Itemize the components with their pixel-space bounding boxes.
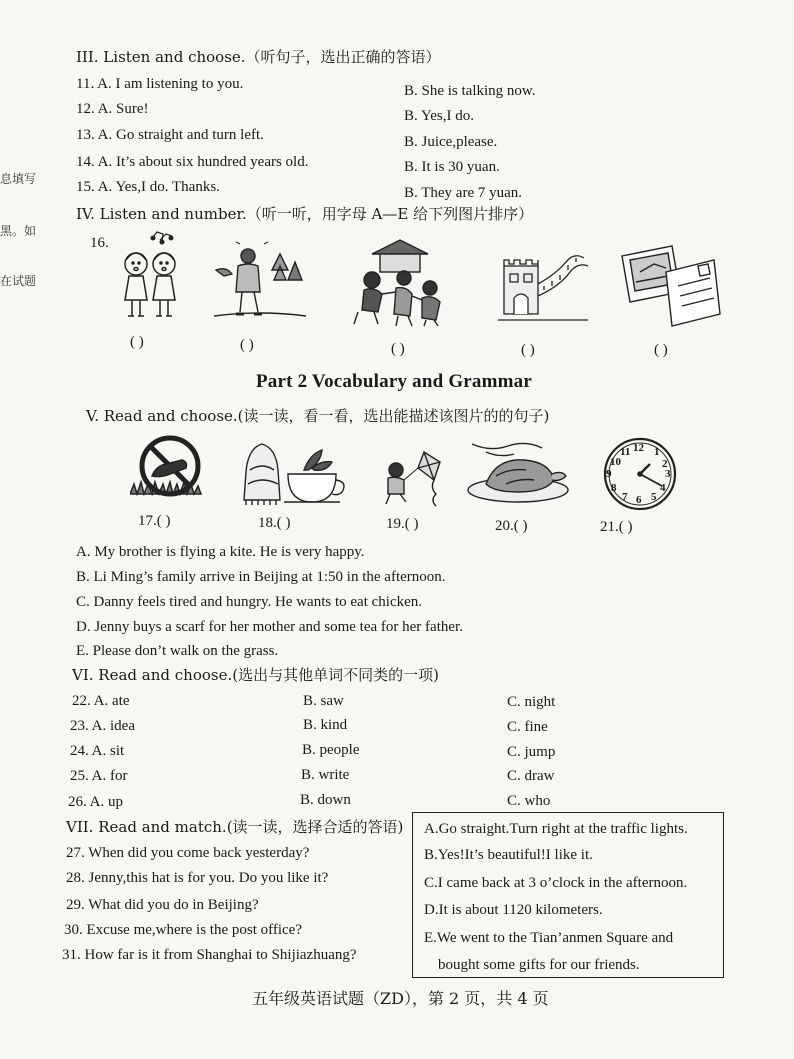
order-blank-5[interactable]: ( ) [654,342,668,358]
sentence-option-e: E. Please don’t walk on the grass. [76,643,279,659]
order-blank-2[interactable]: ( ) [240,337,254,353]
question-13-a: 13. A. Go straight and turn left. [76,127,264,143]
question-11-b: B. She is talking now. [404,83,536,99]
sentence-option-a: A. My brother is flying a kite. He is very happy. [76,544,365,560]
section4-heading: IV. Listen and number.（听一听，用字母 A—E 给下列图片排序） [76,205,534,223]
question-14-a: 14. A. It’s about six hundred years old. [76,154,309,170]
photos-and-postcard-icon [618,242,722,328]
match-question-31: 31. How far is it from Shanghai to Shijiazhuang? [62,947,357,963]
clock-number: 8 [611,482,617,494]
sentence-option-b: B. Li Ming’s family arrive in Beijing at 1:50 in the afternoon. [76,569,446,585]
clock-number: 6 [636,494,642,506]
picture-label-19[interactable]: 19.( ) [386,516,419,532]
picture-label-18[interactable]: 18.( ) [258,515,291,531]
scarf-and-tea-icon [240,440,352,506]
clock-number: 11 [620,446,631,458]
order-blank-1[interactable]: ( ) [130,334,144,350]
clock-number: 9 [606,468,612,480]
two-girls-singing-icon [114,230,186,322]
margin-note: 黑。如 [0,224,37,238]
clock-number: 12 [633,442,644,454]
roast-chicken-icon [466,440,570,506]
word-option: C. who [507,793,551,809]
word-option: B. saw [303,693,344,709]
word-option: B. down [300,792,351,808]
word-option: 23. A. idea [70,718,135,734]
match-answer-b: B.Yes!It’s beautiful!I like it. [424,847,593,863]
word-option: 24. A. sit [70,743,125,759]
word-option: B. people [302,742,360,758]
clock-number: 5 [651,491,657,503]
match-question-28: 28. Jenny,this hat is for you. Do you like it? [66,870,329,886]
question-11-a: 11. A. I am listening to you. [76,76,244,92]
person-walking-in-snow-icon [214,240,306,322]
question-15-a: 15. A. Yes,I do. Thanks. [76,179,220,195]
picture-label-17[interactable]: 17.( ) [138,513,171,529]
question-12-b: B. Yes,I do. [404,108,475,124]
section3-heading: III. Listen and choose.（听句子，选出正确的答语） [76,48,441,66]
question-14-b: B. It is 30 yuan. [404,159,500,175]
question-12-a: 12. A. Sure! [76,101,149,117]
section6-heading: VI. Read and choose.(选出与其他单词不同类的一项) [72,666,439,684]
picture-label-21[interactable]: 21.( ) [600,519,633,535]
margin-note: 息填写 [0,172,37,186]
word-option: 25. A. for [70,768,128,784]
word-option: C. draw [507,768,555,784]
clock-number: 3 [665,468,671,480]
order-blank-3[interactable]: ( ) [391,341,405,357]
question-15-b: B. They are 7 yuan. [404,185,523,201]
word-option: C. fine [507,719,548,735]
page-footer: 五年级英语试题（ZD），第 2 页，共 4 页 [252,989,549,1008]
sentence-option-c: C. Danny feels tired and hungry. He wants to eat chicken. [76,594,423,610]
clock-number: 10 [610,456,621,468]
word-option: C. night [507,694,556,710]
margin-note: 在试题 [0,274,37,288]
clock-number: 4 [660,482,666,494]
match-question-29: 29. What did you do in Beijing? [66,897,259,913]
picture-label-20[interactable]: 20.( ) [495,518,528,534]
match-question-30: 30. Excuse me,where is the post office? [64,922,302,938]
word-option: B. kind [303,717,348,733]
clock-number: 2 [662,458,668,470]
question-16-number: 16. [90,235,109,251]
part2-title: Part 2 Vocabulary and Grammar [256,371,533,392]
question-13-b: B. Juice,please. [404,134,498,150]
match-answer-e-continued: bought some gifts for our friends. [438,957,640,973]
order-blank-4[interactable]: ( ) [521,342,535,358]
section7-heading: VII. Read and match.(读一读，选择合适的答语) [66,818,404,836]
great-wall-icon [496,244,590,328]
word-option: 26. A. up [68,794,124,810]
word-option: 22. A. ate [72,693,130,709]
match-answer-e: E.We went to the Tian’anmen Square and [424,930,674,946]
sentence-option-d: D. Jenny buys a scarf for her mother and some tea for her father. [76,619,463,635]
match-answer-a: A.Go straight.Turn right at the traffic lights. [424,821,688,837]
match-answer-c: C.I came back at 3 o’clock in the afternoon. [424,875,688,891]
word-option: C. jump [507,744,556,760]
match-question-27: 27. When did you come back yesterday? [66,845,310,861]
match-answer-d: D.It is about 1120 kilometers. [424,902,603,918]
section5-heading: V. Read and choose.(读一读，看一看，选出能描述该图片的的句子) [86,407,550,425]
family-dancing-icon [352,236,448,328]
boy-flying-kite-icon [378,448,448,508]
clock-number: 7 [622,491,628,503]
word-option: B. write [301,767,350,783]
clock-number: 1 [654,446,660,458]
no-walking-on-grass-icon [130,432,210,504]
